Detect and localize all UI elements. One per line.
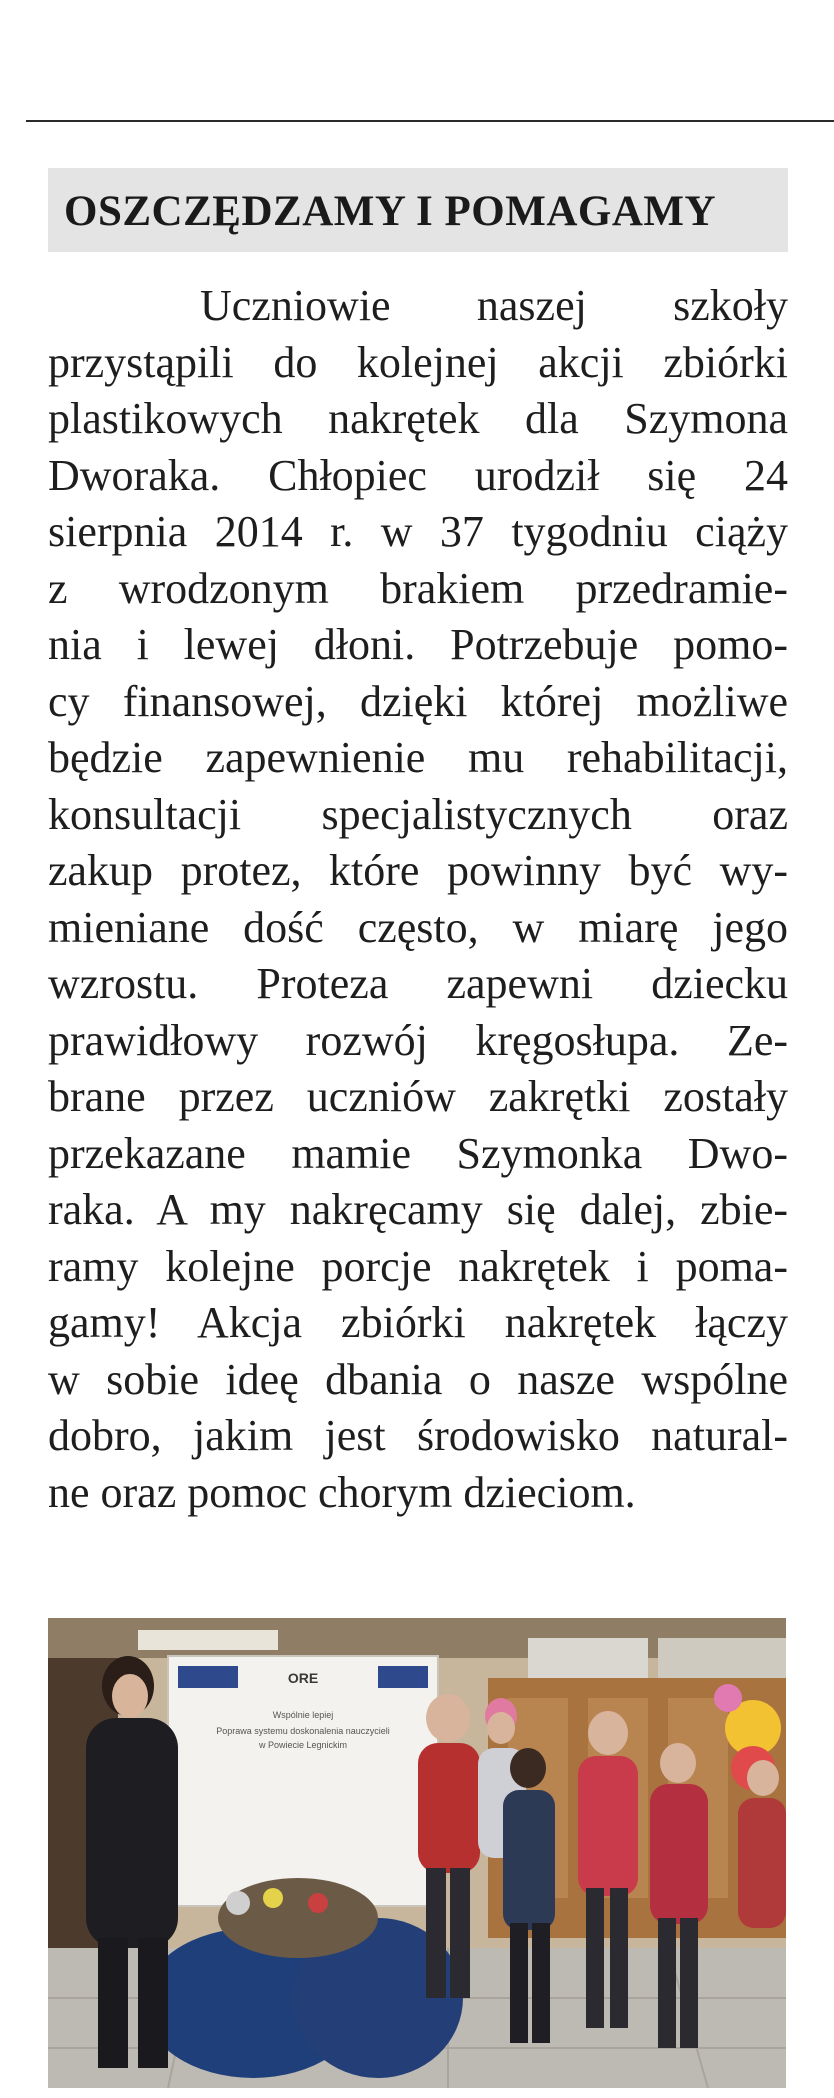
body-line: konsultacji specjalistycznych oraz (48, 789, 788, 839)
banner-logo: ORE (287, 1670, 319, 1686)
body-line: prawidłowy rozwój kręgosłupa. Ze- (48, 1015, 788, 1065)
banner-line: Wspólnie lepiej (272, 1710, 334, 1720)
body-line: cy finansowej, dzięki której możliwe (48, 676, 788, 726)
body-line: wzrostu. Proteza zapewni dziecku (48, 959, 788, 1008)
body-line: z wrodzonym brakiem przedramie- (48, 563, 788, 613)
body-line: zakup protez, które powinny być wy- (48, 846, 788, 895)
group-photo (48, 1618, 786, 2088)
body-line: nia i lewej dłoni. Potrzebuje pomo- (48, 620, 788, 669)
body-line: Uczniowie naszej szkoły (200, 281, 788, 330)
banner-line: w Powiecie Legnickim (258, 1740, 348, 1750)
body-line: gamy! Akcja zbiórki nakrętek łączy (48, 1298, 788, 1347)
body-line: raka. A my nakręcamy się dalej, zbie- (48, 1185, 788, 1234)
body-line: plastikowych nakrętek dla Szymona (48, 394, 788, 443)
body-line: mieniane dość często, w miarę jego (48, 902, 788, 952)
body-line: Dworaka. Chłopiec urodził się 24 (48, 450, 788, 500)
article-body (48, 278, 788, 1521)
body-line: ne oraz pomoc chorym dzieciom. (48, 1467, 636, 1517)
body-line: brane przez uczniów zakrętki zostały (48, 1072, 788, 1121)
top-rule (26, 120, 834, 122)
body-line: sierpnia 2014 r. w 37 tygodniu ciąży (48, 507, 788, 556)
body-line: przekazane mamie Szymonka Dwo- (48, 1128, 788, 1178)
body-line: przystąpili do kolejnej akcji zbiórki (48, 337, 788, 387)
body-line: będzie zapewnienie mu rehabilitacji, (48, 733, 788, 782)
body-line: w sobie ideę dbania o nasze wspólne (48, 1354, 788, 1404)
body-line: ramy kolejne porcje nakrętek i poma- (48, 1241, 788, 1291)
article-title: OSZCZĘDZAMY I POMAGAMY (64, 188, 717, 235)
body-line: dobro, jakim jest środowisko natural- (48, 1411, 788, 1460)
banner-line: Poprawa systemu doskonalenia nauczycieli (216, 1726, 390, 1736)
